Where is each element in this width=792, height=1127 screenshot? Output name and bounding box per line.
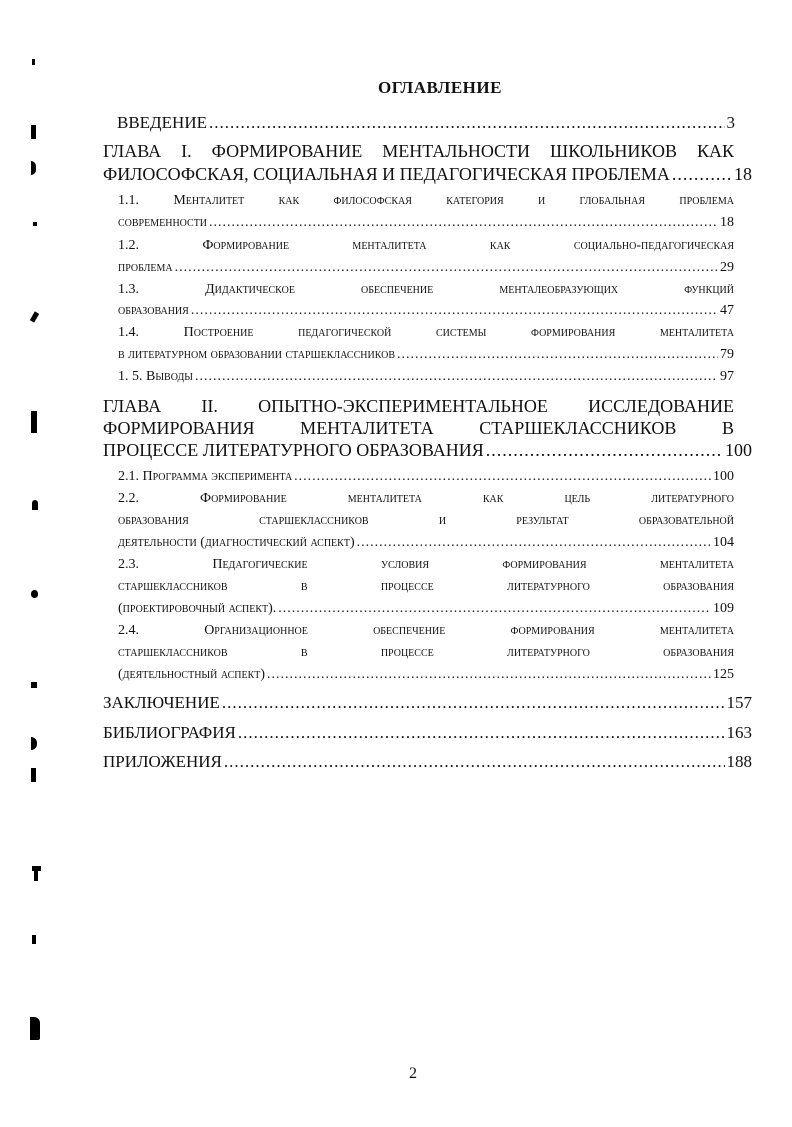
- toc-page-number: 47: [720, 303, 734, 318]
- scan-speck: [31, 411, 37, 433]
- toc-chapter-1-line-2[interactable]: [103, 164, 752, 185]
- toc-chapter-2-line-1[interactable]: [103, 396, 734, 417]
- leader-dots: [486, 440, 723, 461]
- leader-dots: [267, 667, 711, 683]
- toc-section-1-4-line-2[interactable]: [118, 347, 734, 363]
- toc-section-2-1[interactable]: [118, 469, 734, 485]
- scan-speck: [30, 311, 39, 322]
- toc-entry-appendices[interactable]: [103, 752, 752, 772]
- leader-dots: [357, 535, 711, 551]
- scan-speck: [34, 866, 38, 881]
- toc-page-number: 109: [713, 601, 734, 616]
- toc-entry-label: 1.4. Построение педагогической системы формирования менталитета: [118, 325, 734, 340]
- scan-speck: [31, 737, 37, 750]
- leader-dots: [397, 347, 718, 363]
- toc-entry-label: 1. 5. Выводы: [118, 369, 193, 384]
- scan-speck: [32, 500, 38, 510]
- toc-entry-label: старшеклассников в процессе литературного образования: [118, 645, 734, 660]
- toc-entry-label: старшеклассников в процессе литературного образования: [118, 579, 734, 594]
- toc-entry-label: в литературном образовании старшеклассников: [118, 347, 396, 362]
- toc-entry-label: деятельности (диагностический аспект): [118, 535, 355, 550]
- toc-page-number: 100: [725, 440, 752, 460]
- toc-section-2-4-line-1[interactable]: [118, 623, 734, 639]
- toc-page-number: 100: [713, 469, 734, 484]
- toc-title: ОГЛАВЛЕНИЕ: [378, 78, 502, 97]
- toc-entry-label: БИБЛИОГРАФИЯ: [103, 723, 236, 742]
- toc-entry-label: ГЛАВА II. ОПЫТНО-ЭКСПЕРИМЕНТАЛЬНОЕ ИССЛЕДОВАНИЕ: [103, 396, 734, 416]
- leader-dots: [224, 752, 725, 772]
- toc-entry-label: образования: [118, 303, 189, 318]
- toc-section-1-1-line-1[interactable]: [118, 193, 734, 209]
- toc-entry-label: (проектировочный аспект).: [118, 601, 277, 616]
- toc-entry-bibliography[interactable]: [103, 723, 752, 743]
- toc-entry-label: ГЛАВА I. ФОРМИРОВАНИЕ МЕНТАЛЬНОСТИ ШКОЛЬНИКОВ КАК: [103, 141, 734, 161]
- toc-chapter-2-line-3[interactable]: [103, 440, 752, 461]
- toc-section-1-3-line-2[interactable]: [118, 303, 734, 319]
- toc-entry-label: ЗАКЛЮЧЕНИЕ: [103, 693, 220, 712]
- leader-dots: [672, 164, 732, 185]
- toc-section-1-3-line-1[interactable]: [118, 282, 734, 298]
- leader-dots: [294, 469, 711, 485]
- toc-entry-label: ПРИЛОЖЕНИЯ: [103, 752, 222, 771]
- toc-section-1-2-line-2[interactable]: [118, 260, 734, 276]
- toc-section-2-3-line-1[interactable]: [118, 557, 734, 573]
- toc-section-2-3-line-2[interactable]: [118, 579, 734, 595]
- scan-speck: [33, 222, 37, 226]
- toc-page-number: 125: [713, 667, 734, 682]
- toc-page-number: 79: [720, 347, 734, 362]
- toc-entry-label: 2.1. Программа эксперимента: [118, 469, 293, 484]
- toc-entry-conclusion[interactable]: [103, 693, 752, 713]
- scan-speck: [32, 59, 35, 65]
- leader-dots: [209, 113, 725, 133]
- leader-dots: [191, 303, 718, 319]
- toc-entry-label: ВВЕДЕНИЕ: [117, 113, 207, 132]
- toc-entry-label: современности: [118, 215, 208, 230]
- scan-speck: [32, 935, 36, 944]
- toc-entry-label: ПРОЦЕССЕ ЛИТЕРАТУРНОГО ОБРАЗОВАНИЯ: [103, 440, 484, 460]
- toc-page-number: 188: [726, 752, 752, 771]
- toc-section-2-2-line-3[interactable]: [118, 535, 734, 551]
- scan-speck: [31, 125, 36, 139]
- toc-chapter-2-line-2[interactable]: [103, 418, 734, 439]
- toc-entry-label: 2.3. Педагогические условия формирования менталитета: [118, 557, 734, 572]
- toc-page-number: 18: [720, 215, 734, 230]
- leader-dots: [222, 693, 725, 713]
- leader-dots: [195, 369, 718, 385]
- toc-entry-label: образования старшеклассников и результат образовательной: [118, 513, 734, 528]
- toc-section-1-2-line-1[interactable]: [118, 238, 734, 254]
- scan-speck: [31, 590, 38, 598]
- leader-dots: [209, 215, 718, 231]
- scan-speck: [31, 768, 36, 782]
- toc-section-2-4-line-2[interactable]: [118, 645, 734, 661]
- scan-speck: [31, 161, 36, 175]
- toc-section-1-5[interactable]: [118, 369, 734, 385]
- toc-page-number: 18: [734, 164, 752, 184]
- leader-dots: [278, 601, 711, 617]
- toc-entry-label: ФИЛОСОФСКАЯ, СОЦИАЛЬНАЯ И ПЕДАГОГИЧЕСКАЯ ПРОБЛЕМА: [103, 164, 670, 184]
- toc-chapter-1-line-1[interactable]: [103, 141, 734, 162]
- toc-entry-label: 2.4. Организационное обеспечение формирования менталитета: [118, 623, 734, 638]
- toc-entry-label: 1.3. Дидактическое обеспечение менталеобразующих функций: [118, 282, 734, 297]
- toc-page-number: 3: [726, 113, 735, 132]
- toc-section-1-4-line-1[interactable]: [118, 325, 734, 341]
- toc-page-number: 157: [726, 693, 752, 712]
- toc-section-2-2-line-1[interactable]: [118, 491, 734, 507]
- toc-page-number: 97: [720, 369, 734, 384]
- page-number: 2: [409, 1065, 417, 1082]
- leader-dots: [175, 260, 718, 276]
- toc-section-2-3-line-3[interactable]: [118, 601, 734, 617]
- toc-section-2-4-line-3[interactable]: [118, 667, 734, 683]
- toc-page-number: 29: [720, 260, 734, 275]
- toc-section-1-1-line-2[interactable]: [118, 215, 734, 231]
- toc-entry-label: ФОРМИРОВАНИЯ МЕНТАЛИТЕТА СТАРШЕКЛАССНИКОВ В: [103, 418, 734, 438]
- toc-entry-label: (деятельностный аспект): [118, 667, 266, 682]
- toc-entry-label: проблема: [118, 260, 173, 275]
- toc-section-2-2-line-2[interactable]: [118, 513, 734, 529]
- toc-entry-intro[interactable]: [117, 113, 735, 133]
- leader-dots: [238, 723, 725, 743]
- toc-entry-label: 1.1. Менталитет как философская категория и глобальная проблема: [118, 193, 734, 208]
- scan-speck: [30, 1017, 40, 1040]
- toc-entry-label: 1.2. Формирование менталитета как социально-педагогическая: [118, 238, 734, 253]
- scan-speck: [31, 682, 37, 688]
- toc-entry-label: 2.2. Формирование менталитета как цель литературного: [118, 491, 734, 506]
- toc-page-number: 163: [726, 723, 752, 742]
- toc-page-number: 104: [713, 535, 734, 550]
